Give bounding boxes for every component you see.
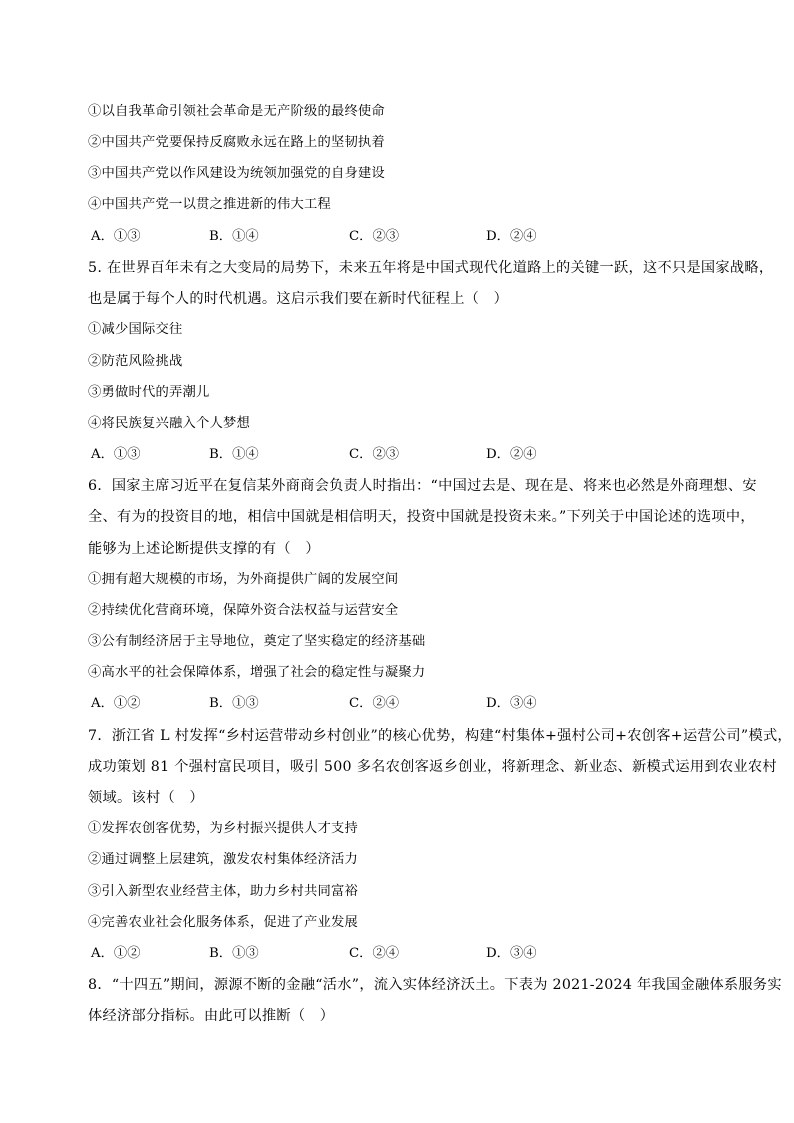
q5-stem-line-1: 5. 在世界百年未有之大变局的局势下，未来五年将是中国式现代化道路上的关键一跃，这不只是国家战略， — [88, 260, 774, 276]
q5-choices — [88, 446, 728, 464]
q4-option-3: ③中国共产党以作风建设为统领加强党的自身建设 — [88, 166, 385, 181]
q7-option-2: ②通过调整上层建筑，激发农村集体经济活力 — [88, 852, 358, 867]
q4-option-4: ④中国共产党一以贯之推进新的伟大工程 — [88, 197, 331, 212]
q7-stem-line-3: 领域。该村（ ） — [88, 790, 204, 806]
q4-choice-a: A．①③ — [91, 229, 141, 244]
q4-choice-d: D．②④ — [486, 229, 537, 244]
q6-stem-line-1: 6．国家主席习近平在复信某外商商会负责人时指出：“中国过去是、现在是、将来也必然是外商理想、安 — [88, 478, 757, 494]
q7-choices — [88, 945, 728, 963]
q5-stem-line-2: 也是属于每个人的时代机遇。这启示我们要在新时代征程上（ ） — [88, 291, 509, 307]
q6-choice-d: D．③④ — [486, 696, 537, 711]
q6-option-3: ③公有制经济居于主导地位，奠定了坚实稳定的经济基础 — [88, 634, 426, 649]
q6-choice-c: C．②④ — [349, 696, 400, 711]
q7-option-1: ①发挥农创客优势，为乡村振兴提供人才支持 — [88, 821, 358, 836]
q4-choice-c: C．②③ — [349, 229, 400, 244]
q7-stem-line-1: 7．浙江省 L 村发挥“乡村运营带动乡村创业”的核心优势，构建“村集体+强村公司+农创客+运营公司”模式， — [88, 728, 792, 744]
q5-option-3: ③勇做时代的弄潮儿 — [88, 385, 210, 400]
q5-choice-c: C．②③ — [349, 447, 400, 462]
q5-choice-a: A．①③ — [91, 447, 141, 462]
q4-choices — [88, 228, 728, 246]
q7-choice-b: B．①③ — [209, 946, 259, 961]
q6-choice-b: B．①③ — [209, 696, 259, 711]
q7-choice-d: D．③④ — [486, 946, 537, 961]
q6-stem-line-2: 全、有为的投资目的地，相信中国就是相信明天，投资中国就是投资未来。”下列关于中国论述的选项中， — [88, 509, 755, 525]
q6-option-4: ④高水平的社会保障体系，增强了社会的稳定性与凝聚力 — [88, 665, 426, 680]
q5-option-1: ①减少国际交往 — [88, 322, 183, 337]
q6-option-1: ①拥有超大规模的市场，为外商提供广阔的发展空间 — [88, 572, 399, 587]
q4-choice-b: B．①④ — [209, 229, 259, 244]
q7-stem-line-2: 成功策划 81 个强村富民项目，吸引 500 多名农创客返乡创业，将新理念、新业态、新模式运用到农业农村 — [88, 759, 777, 775]
q6-choices — [88, 695, 728, 713]
q4-option-2: ②中国共产党要保持反腐败永远在路上的坚韧执着 — [88, 135, 385, 150]
q5-option-4: ④将民族复兴融入个人梦想 — [88, 416, 250, 431]
q7-choice-a: A．①② — [91, 946, 141, 961]
q6-stem-line-3: 能够为上述论断提供支撑的有（ ） — [88, 541, 320, 557]
q8-stem-line-2: 体经济部分指标。由此可以推断（ ） — [88, 1008, 335, 1024]
q5-choice-d: D．②④ — [486, 447, 537, 462]
q5-choice-b: B．①④ — [209, 447, 259, 462]
q8-stem-line-1: 8．“十四五”期间，源源不断的金融“活水”，流入实体经济沃土。下表为 2021-2024 年我国金融体系服务实 — [88, 977, 782, 993]
q6-choice-a: A．①② — [91, 696, 141, 711]
q7-choice-c: C．②④ — [349, 946, 400, 961]
q4-option-1: ①以自我革命引领社会革命是无产阶级的最终使命 — [88, 104, 385, 119]
q7-option-3: ③引入新型农业经营主体，助力乡村共同富裕 — [88, 884, 358, 899]
q7-option-4: ④完善农业社会化服务体系，促进了产业发展 — [88, 915, 358, 930]
q6-option-2: ②持续优化营商环境，保障外资合法权益与运营安全 — [88, 603, 399, 618]
q5-option-2: ②防范风险挑战 — [88, 354, 183, 369]
